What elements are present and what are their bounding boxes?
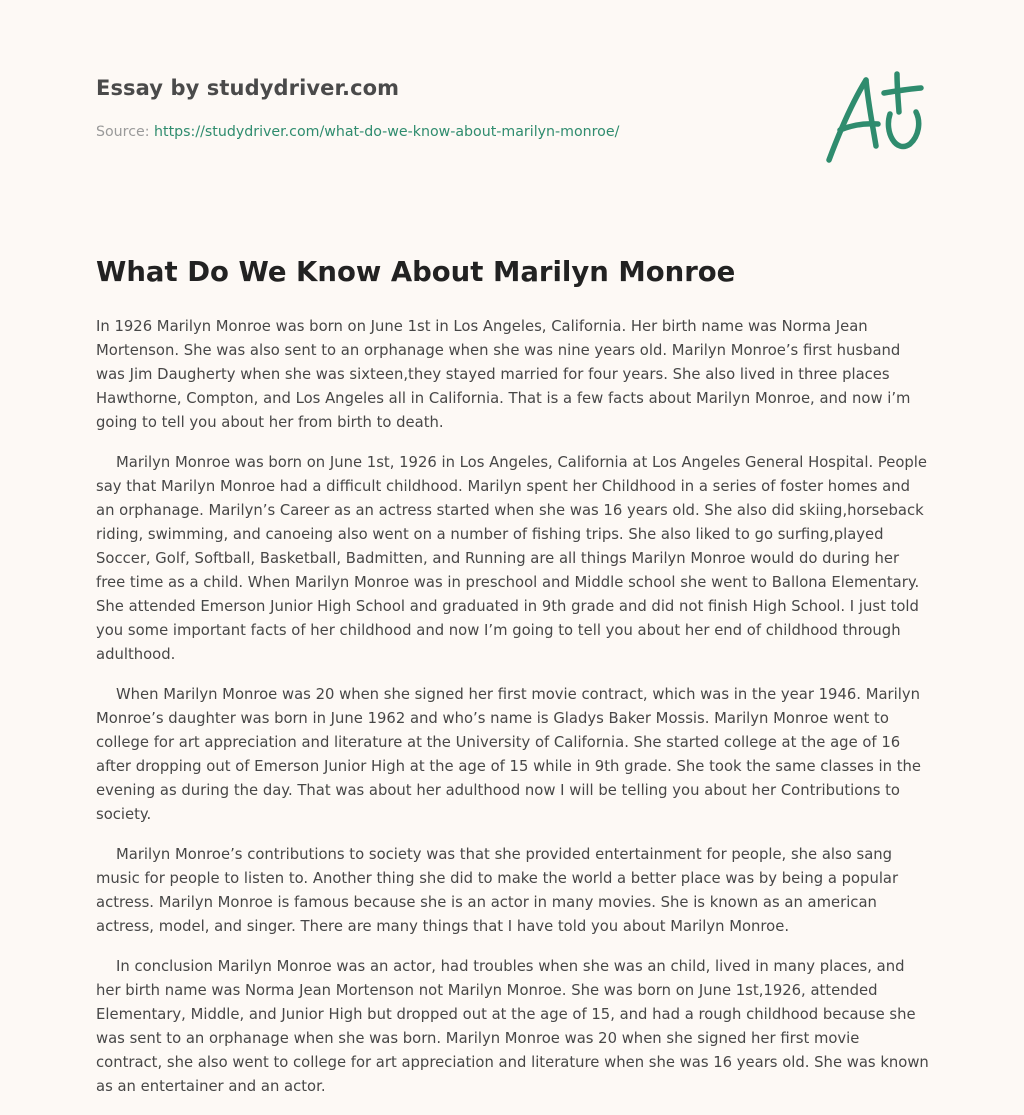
essay-paragraph: Marilyn Monroe’s contributions to society was that she provided entertainment for people, she also sang music for people to listen to. Another thing she did to make the world a better place was by being a popular actress. Marilyn Monroe is famous because she is an actor in many movies. She is known as an american actress, model, and singer. There are many things that I have told you about Marilyn Monroe. <box>96 846 899 935</box>
essay-paragraph: Marilyn Monroe was born on June 1st, 1926 in Los Angeles, California at Los Angeles General Hospital. People say that Marilyn Monroe had a difficult childhood. Marilyn spent her Childhood in a series of foster homes and an orphanage. Marilyn’s Career as an actress started when she was 16 years old. She also did skiing,horseback riding, swimming, and canoeing also went on a number of fishing trips. She also liked to go surfing,played Soccer, Golf, Softball, Basketball, Badmitten, and Running are all things Marilyn Monroe would do during her free time as a child. When Marilyn Monroe was in preschool and Middle school she went to Ballona Elementary. She attended Emerson Junior High School and graduated in 9th grade and did not finish High School. I just told you some important facts of her childhood and now I’m going to tell you about her end of childhood through adulthood. <box>96 454 928 663</box>
essay-title: What Do We Know About Marilyn Monroe <box>96 256 736 288</box>
source-line <box>96 124 619 140</box>
source-label: Source: <box>96 124 150 140</box>
brand-title: Essay by studydriver.com <box>96 76 400 100</box>
a-plus-logo-icon <box>820 66 930 168</box>
essay-paragraph: When Marilyn Monroe was 20 when she signed her first movie contract, which was in the year 1946. Marilyn Monroe’s daughter was born in June 1962 and who’s name is Gladys Baker Mossis. Marilyn Monroe went to college for art appreciation and literature at the University of California. She started college at the age of 16 after dropping out of Emerson Junior High at the age of 15 while in 9th grade. She took the same classes in the evening as during the day. That was about her adulthood now I will be telling you about her Contributions to society. <box>96 686 921 823</box>
source-link[interactable]: https://studydriver.com/what-do-we-know-about-marilyn-monroe/ <box>154 124 620 140</box>
essay-paragraph: In 1926 Marilyn Monroe was born on June 1st in Los Angeles, California. Her birth name was Norma Jean Mortenson. She was also sent to an orphanage when she was nine years old. Marilyn Monroe’s first husband was Jim Daugherty when she was sixteen,they stayed married for four years. She also lived in three places Hawthorne, Compton, and Los Angeles all in California. That is a few facts about Marilyn Monroe, and now i’m going to tell you about her from birth to death. <box>96 318 911 431</box>
essay-paragraph: In conclusion Marilyn Monroe was an actor, had troubles when she was an child, lived in many places, and her birth name was Norma Jean Mortenson not Marilyn Monroe. She was born on June 1st,1926, attended Elementary, Middle, and Junior High but dropped out at the age of 15, and had a rough childhood because she was sent to an orphanage when she was born. Marilyn Monroe was 20 when she signed her first movie contract, she also went to college for art appreciation and literature when she was 16 years old. She was known as an entertainer and an actor. <box>96 958 929 1095</box>
essay-body <box>96 315 930 1115</box>
